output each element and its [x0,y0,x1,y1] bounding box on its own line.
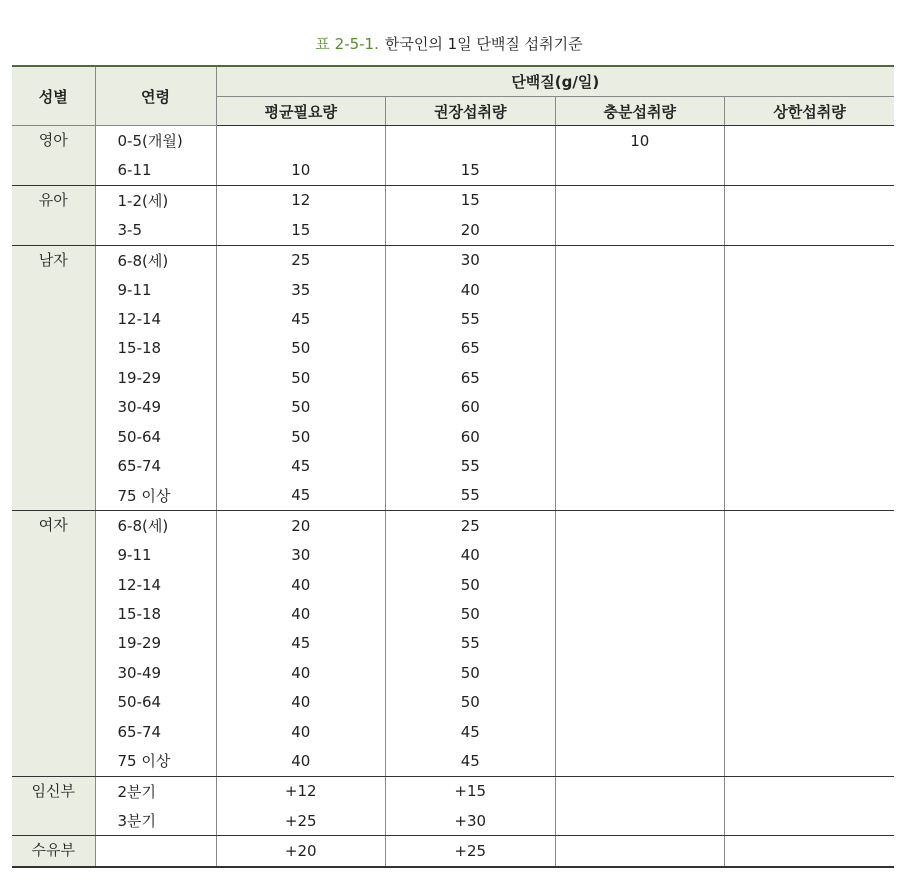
age-cell: 2분기 [95,776,216,806]
rni-cell: 60 [386,393,556,422]
rni-cell: 50 [386,687,556,716]
sex-cell: 여자 [12,511,95,541]
ul-cell [725,570,895,599]
rni-cell: 50 [386,570,556,599]
table-row [12,215,894,245]
ul-cell [725,155,895,185]
rni-cell: 20 [386,215,556,245]
age-cell: 75 이상 [95,746,216,776]
header-protein-group: 단백질(g/일) [216,66,894,97]
ear-cell: 40 [216,658,386,687]
ai-cell [555,304,725,333]
ear-cell: 45 [216,304,386,333]
age-cell: 1-2(세) [95,185,216,215]
header-age: 연령 [95,66,216,126]
header-sex: 성별 [12,66,95,126]
table-row [12,629,894,658]
age-cell: 3분기 [95,806,216,836]
ul-cell [725,363,895,392]
age-cell: 12-14 [95,304,216,333]
age-cell: 3-5 [95,215,216,245]
ul-cell [725,334,895,363]
ear-cell: 40 [216,599,386,628]
ul-cell [725,599,895,628]
sex-cell [12,393,95,422]
ai-cell [555,687,725,716]
sex-cell [12,215,95,245]
sex-cell [12,451,95,480]
ai-cell [555,717,725,746]
ai-cell [555,155,725,185]
ul-cell [725,245,895,275]
rni-cell: 55 [386,451,556,480]
table-row [12,599,894,628]
ul-cell [725,511,895,541]
ai-cell [555,334,725,363]
ear-cell: +20 [216,836,386,867]
ul-cell [725,717,895,746]
sex-cell [12,717,95,746]
ul-cell [725,806,895,836]
ul-cell [725,658,895,687]
ul-cell [725,215,895,245]
age-cell: 15-18 [95,599,216,628]
sex-cell [12,155,95,185]
sex-cell [12,275,95,304]
ear-cell: 50 [216,334,386,363]
rni-cell: +15 [386,776,556,806]
ai-cell [555,451,725,480]
rni-cell: 55 [386,304,556,333]
table-body [12,126,894,867]
table-row [12,422,894,451]
rni-cell: 50 [386,658,556,687]
age-cell: 50-64 [95,687,216,716]
ear-cell: 12 [216,185,386,215]
table-row [12,245,894,275]
age-cell: 65-74 [95,451,216,480]
ear-cell: 50 [216,422,386,451]
ear-cell: +12 [216,776,386,806]
table-caption [0,33,898,54]
table-row [12,836,894,867]
age-cell: 30-49 [95,393,216,422]
ul-cell [725,776,895,806]
ear-cell: 15 [216,215,386,245]
sex-cell [12,629,95,658]
age-cell: 19-29 [95,363,216,392]
table-row [12,451,894,480]
table-row [12,806,894,836]
table-row [12,570,894,599]
table-row [12,275,894,304]
age-cell: 15-18 [95,334,216,363]
age-cell [95,836,216,867]
ear-cell: 45 [216,629,386,658]
sex-cell: 수유부 [12,836,95,867]
sex-cell [12,363,95,392]
table-row [12,155,894,185]
age-cell: 9-11 [95,275,216,304]
sex-cell [12,599,95,628]
rni-cell: 45 [386,717,556,746]
age-cell: 65-74 [95,717,216,746]
rni-cell: 15 [386,185,556,215]
caption-title: 한국인의 1일 단백질 섭취기준 [384,35,583,53]
sex-cell [12,422,95,451]
ear-cell: 45 [216,451,386,480]
sex-cell: 유아 [12,185,95,215]
ai-cell [555,836,725,867]
age-cell: 9-11 [95,540,216,569]
table-row [12,746,894,776]
ai-cell [555,215,725,245]
sex-cell [12,570,95,599]
rni-cell: 55 [386,629,556,658]
age-cell: 50-64 [95,422,216,451]
rni-cell: 55 [386,481,556,511]
ear-cell: 25 [216,245,386,275]
table-row [12,363,894,392]
ai-cell [555,422,725,451]
ai-cell [555,275,725,304]
ai-cell [555,363,725,392]
table-row [12,126,894,156]
age-cell: 30-49 [95,658,216,687]
rni-cell: 40 [386,540,556,569]
caption-number: 표 2-5-1. [315,35,379,53]
table-row [12,658,894,687]
ul-cell [725,126,895,156]
ai-cell [555,629,725,658]
age-cell: 75 이상 [95,481,216,511]
rni-cell: +25 [386,836,556,867]
rni-cell: 65 [386,334,556,363]
header-rni: 권장섭취량 [386,97,556,126]
age-cell: 0-5(개월) [95,126,216,156]
ai-cell [555,481,725,511]
header-ai: 충분섭취량 [555,97,725,126]
age-cell: 6-8(세) [95,245,216,275]
age-cell: 12-14 [95,570,216,599]
ai-cell [555,511,725,541]
rni-cell: 65 [386,363,556,392]
rni-cell: 40 [386,275,556,304]
table-row [12,687,894,716]
rni-cell: 60 [386,422,556,451]
ai-cell [555,185,725,215]
ear-cell: 40 [216,746,386,776]
ul-cell [725,836,895,867]
rni-cell [386,126,556,156]
ul-cell [725,393,895,422]
ai-cell [555,806,725,836]
ul-cell [725,629,895,658]
table-row [12,717,894,746]
table-row [12,185,894,215]
protein-intake-table [12,65,894,868]
sex-cell [12,304,95,333]
table-row [12,393,894,422]
ear-cell: 50 [216,393,386,422]
table-row [12,481,894,511]
age-cell: 6-8(세) [95,511,216,541]
ear-cell: 50 [216,363,386,392]
ear-cell [216,126,386,156]
rni-cell: 50 [386,599,556,628]
ul-cell [725,185,895,215]
ear-cell: 30 [216,540,386,569]
sex-cell [12,687,95,716]
ul-cell [725,540,895,569]
sex-cell: 남자 [12,245,95,275]
sex-cell [12,658,95,687]
ai-cell: 10 [555,126,725,156]
sex-cell [12,540,95,569]
ai-cell [555,570,725,599]
sex-cell [12,481,95,511]
ai-cell [555,245,725,275]
header-ear: 평균필요량 [216,97,386,126]
ul-cell [725,746,895,776]
table-row [12,511,894,541]
ul-cell [725,422,895,451]
rni-cell: 30 [386,245,556,275]
ear-cell: 40 [216,687,386,716]
ear-cell: 40 [216,717,386,746]
table-row [12,334,894,363]
ai-cell [555,393,725,422]
ai-cell [555,658,725,687]
sex-cell: 영아 [12,126,95,156]
ai-cell [555,746,725,776]
ul-cell [725,275,895,304]
ai-cell [555,599,725,628]
table-row [12,304,894,333]
ear-cell: 45 [216,481,386,511]
rni-cell: 15 [386,155,556,185]
ul-cell [725,481,895,511]
age-cell: 19-29 [95,629,216,658]
rni-cell: +30 [386,806,556,836]
rni-cell: 25 [386,511,556,541]
ul-cell [725,451,895,480]
rni-cell: 45 [386,746,556,776]
sex-cell [12,806,95,836]
ai-cell [555,540,725,569]
table-row [12,776,894,806]
header-ul: 상한섭취량 [725,97,895,126]
ear-cell: 20 [216,511,386,541]
ul-cell [725,304,895,333]
ai-cell [555,776,725,806]
sex-cell [12,746,95,776]
sex-cell [12,334,95,363]
ul-cell [725,687,895,716]
age-cell: 6-11 [95,155,216,185]
sex-cell: 임신부 [12,776,95,806]
ear-cell: 10 [216,155,386,185]
ear-cell: 40 [216,570,386,599]
ear-cell: +25 [216,806,386,836]
table-row [12,540,894,569]
ear-cell: 35 [216,275,386,304]
